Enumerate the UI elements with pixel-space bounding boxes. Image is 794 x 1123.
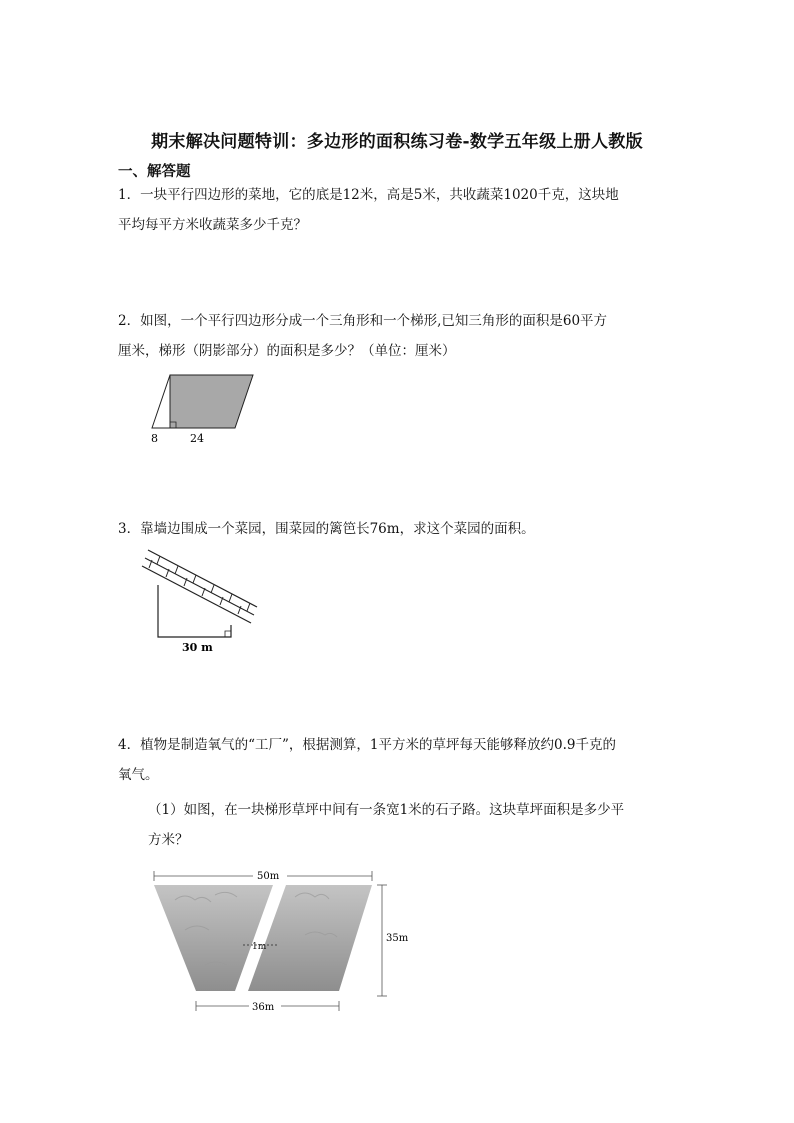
triangle-part [152,375,170,428]
question-3 [118,514,678,544]
garden-figure [140,545,265,660]
question-2-line-2: 厘米，梯形（阴影部分）的面积是多少？（单位：厘米） [118,343,456,359]
question-4-sub-1 [148,795,678,855]
label-24: 24 [190,432,204,445]
question-4-sub-1-line-2: 方米？ [148,832,189,848]
section-heading: 一、解答题 [118,164,191,180]
label-50m: 50m [257,871,280,882]
question-1-line-2: 平均每平方米收蔬菜多少千克？ [118,217,307,233]
question-3-line-1: 3．靠墙边围成一个菜园，围菜园的篱笆长76m，求这个菜园的面积。 [118,521,535,537]
label-8: 8 [151,432,158,445]
question-4-line-1: 4．植物是制造氧气的“工厂”，根据测算，1平方米的草坪每天能够释放约0.9千克的 [118,737,616,753]
label-35m: 35m [386,933,409,944]
lawn-trapezoid-figure [145,865,409,1015]
page-title: 期末解决问题特训：多边形的面积练习卷-数学五年级上册人教版 [151,132,643,152]
right-angle-mark [225,631,231,637]
question-4 [118,730,678,790]
label-1m: 1m [252,942,267,952]
label-36m: 36m [252,1002,275,1013]
question-4-sub-1-line-1: （1）如图，在一块梯形草坪中间有一条宽1米的石子路。这块草坪面积是多少平 [148,802,625,818]
label-30m: 30 m [182,641,213,654]
question-4-line-2: 氧气。 [118,767,159,783]
question-1 [118,180,678,240]
trapezoid-shaded [170,375,253,428]
question-1-line-1: 1．一块平行四边形的菜地，它的底是12米，高是5米，共收蔬菜1020千克，这块地 [118,187,619,203]
question-2-line-1: 2．如图，一个平行四边形分成一个三角形和一个梯形,已知三角形的面积是60平方 [118,313,608,329]
brick-wall [142,550,257,623]
parallelogram-figure [140,370,260,450]
question-2 [118,306,678,366]
